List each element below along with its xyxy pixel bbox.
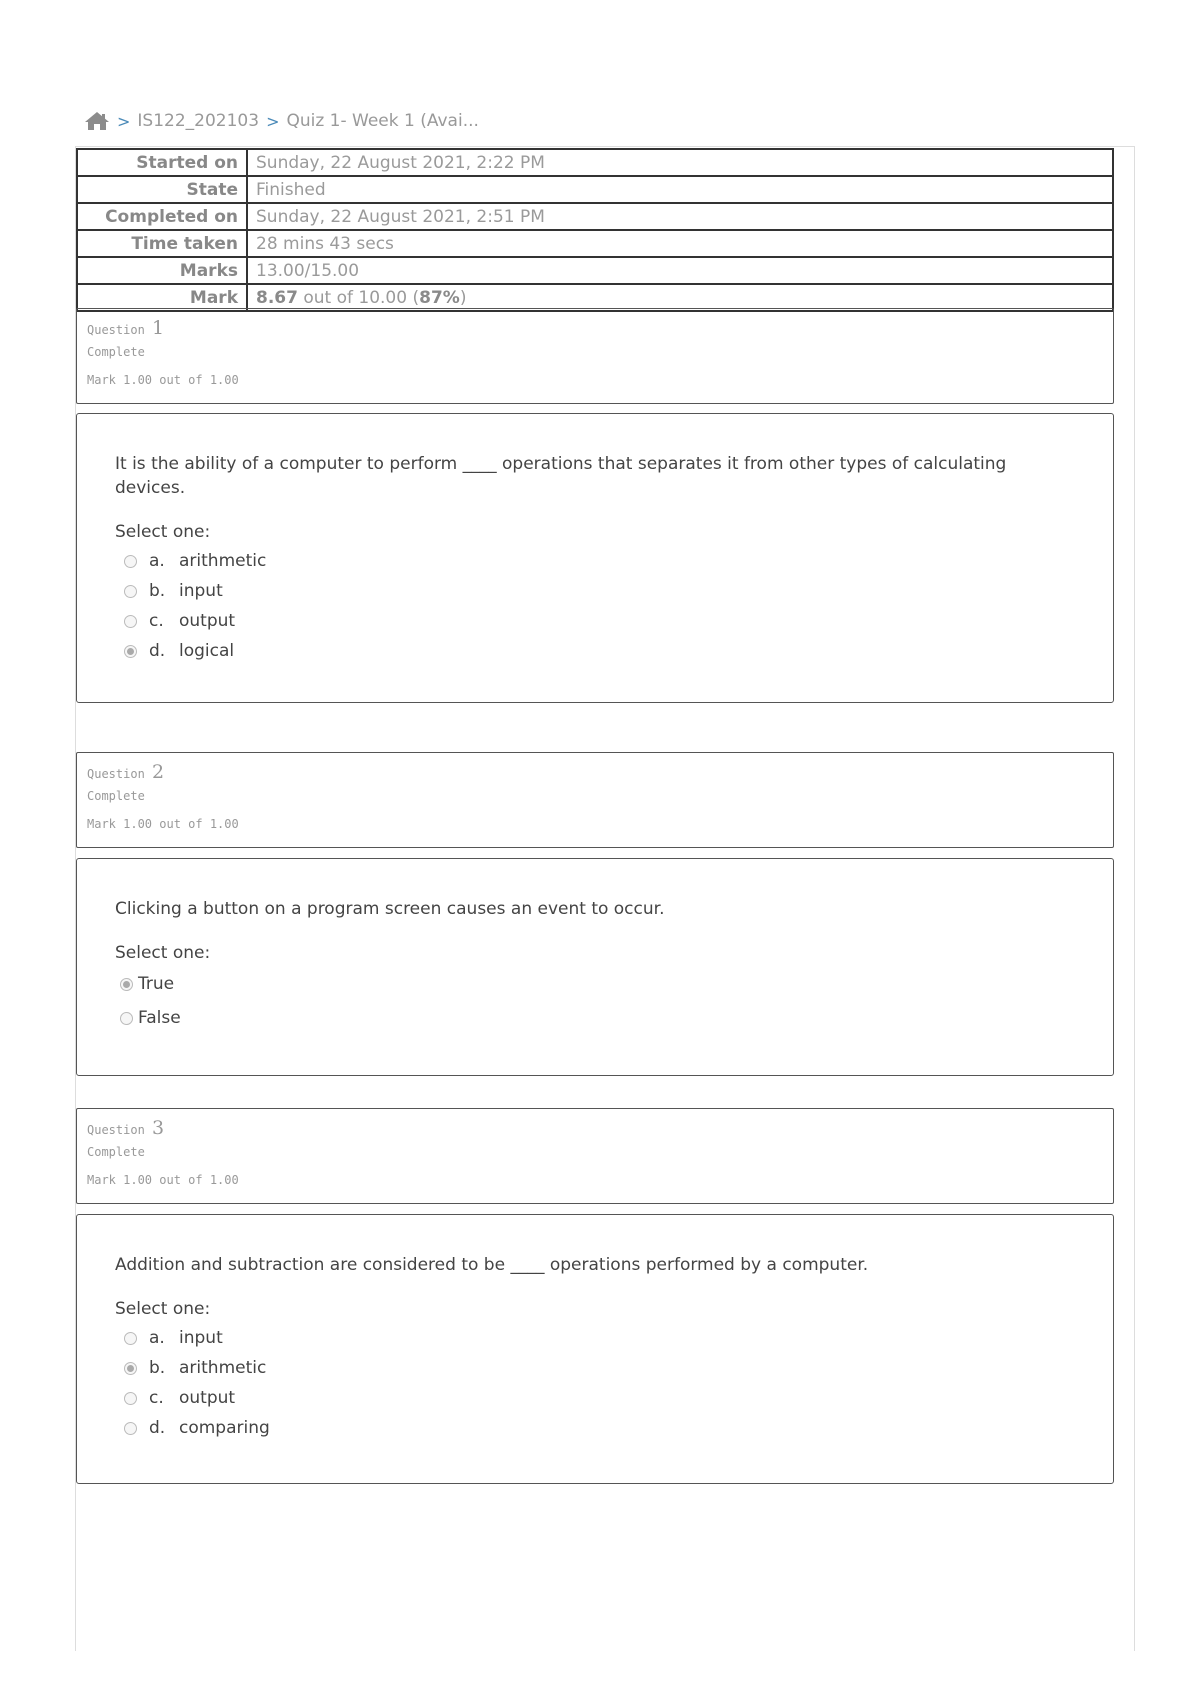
question-info xyxy=(76,1108,1114,1204)
summary-mark-value: 8.67 out of 10.00 (87%) xyxy=(247,284,1113,311)
radio-button[interactable] xyxy=(124,555,137,568)
question-number xyxy=(87,1117,1103,1139)
option-text: output xyxy=(179,611,236,631)
breadcrumb xyxy=(84,111,479,131)
answer-option[interactable] xyxy=(115,636,1075,666)
answer-option[interactable] xyxy=(115,1001,1075,1035)
answer-option[interactable] xyxy=(115,1413,1075,1443)
question-state: Complete xyxy=(87,1145,145,1159)
summary-label: Mark xyxy=(77,284,247,311)
attempt-summary-table xyxy=(76,148,1114,312)
question-info xyxy=(76,308,1114,404)
option-letter: a. xyxy=(149,1328,165,1348)
radio-button[interactable] xyxy=(124,585,137,598)
summary-label: Marks xyxy=(77,257,247,284)
question-state: Complete xyxy=(87,345,145,359)
breadcrumb-separator: > xyxy=(117,111,131,131)
select-prompt: Select one: xyxy=(115,943,211,963)
option-text: input xyxy=(179,1328,223,1348)
summary-row xyxy=(77,284,1113,311)
summary-row xyxy=(77,203,1113,230)
question-label: Question xyxy=(87,323,145,337)
question-text: Addition and subtraction are considered to be ____ operations performed by a computer. xyxy=(115,1255,869,1275)
option-text: True xyxy=(138,974,175,994)
summary-label: State xyxy=(77,176,247,203)
mark-score: 8.67 xyxy=(256,287,298,308)
summary-row xyxy=(77,149,1113,176)
answer-option[interactable] xyxy=(115,1323,1075,1353)
option-letter: a. xyxy=(149,551,165,571)
option-letter: d. xyxy=(149,1418,166,1438)
radio-button[interactable] xyxy=(124,1392,137,1405)
question-content xyxy=(76,858,1114,1076)
option-text: comparing xyxy=(179,1418,270,1438)
answer-option[interactable] xyxy=(115,1353,1075,1383)
question-content xyxy=(76,1214,1114,1484)
summary-value: Sunday, 22 August 2021, 2:51 PM xyxy=(247,203,1113,230)
option-letter: d. xyxy=(149,641,166,661)
question-number xyxy=(87,761,1103,783)
question-label: Question xyxy=(87,1123,145,1137)
option-letter: b. xyxy=(149,1358,166,1378)
question-no: 3 xyxy=(152,1117,165,1139)
question-number xyxy=(87,317,1103,339)
question-label: Question xyxy=(87,767,145,781)
option-letter: c. xyxy=(149,1388,164,1408)
select-prompt: Select one: xyxy=(115,522,211,542)
option-letter: b. xyxy=(149,581,166,601)
option-text: output xyxy=(179,1388,236,1408)
select-prompt: Select one: xyxy=(115,1299,211,1319)
radio-button-selected[interactable] xyxy=(124,645,137,658)
answer-option[interactable] xyxy=(115,1383,1075,1413)
summary-value: 28 mins 43 secs xyxy=(247,230,1113,257)
option-text: logical xyxy=(179,641,235,661)
answer-option[interactable] xyxy=(115,606,1075,636)
radio-button-selected[interactable] xyxy=(120,978,133,991)
question-no: 1 xyxy=(152,317,165,339)
question-grade: Mark 1.00 out of 1.00 xyxy=(87,373,239,387)
summary-row xyxy=(77,176,1113,203)
question-state: Complete xyxy=(87,789,145,803)
question-grade: Mark 1.00 out of 1.00 xyxy=(87,1173,239,1187)
question-text: It is the ability of a computer to perform ____ operations that separates it from other types of calculating devices. xyxy=(115,454,1007,498)
question-text: Clicking a button on a program screen causes an event to occur. xyxy=(115,899,665,919)
question-info xyxy=(76,752,1114,848)
answer-options xyxy=(115,967,1075,1035)
radio-button[interactable] xyxy=(120,1012,133,1025)
radio-button[interactable] xyxy=(124,1422,137,1435)
question-grade: Mark 1.00 out of 1.00 xyxy=(87,817,239,831)
radio-button[interactable] xyxy=(124,1332,137,1345)
answer-option[interactable] xyxy=(115,576,1075,606)
answer-option[interactable] xyxy=(115,967,1075,1001)
summary-label: Started on xyxy=(77,149,247,176)
home-icon[interactable] xyxy=(84,111,110,131)
summary-label: Time taken xyxy=(77,230,247,257)
summary-row xyxy=(77,257,1113,284)
breadcrumb-course-link[interactable]: IS122_202103 xyxy=(137,111,260,131)
option-text: arithmetic xyxy=(179,551,267,571)
option-letter: c. xyxy=(149,611,164,631)
option-text: arithmetic xyxy=(179,1358,267,1378)
summary-value: Sunday, 22 August 2021, 2:22 PM xyxy=(247,149,1113,176)
question-content xyxy=(76,413,1114,703)
answer-option[interactable] xyxy=(115,546,1075,576)
answer-options xyxy=(115,1323,1075,1443)
option-text: input xyxy=(179,581,223,601)
summary-value: Finished xyxy=(247,176,1113,203)
mark-out-of: out of 10.00 xyxy=(303,287,408,308)
summary-value: 13.00/15.00 xyxy=(247,257,1113,284)
summary-row xyxy=(77,230,1113,257)
radio-button[interactable] xyxy=(124,615,137,628)
question-no: 2 xyxy=(152,761,165,783)
mark-percent: 87% xyxy=(419,287,460,308)
summary-label: Completed on xyxy=(77,203,247,230)
radio-button-selected[interactable] xyxy=(124,1362,137,1375)
breadcrumb-separator: > xyxy=(266,111,280,131)
option-text: False xyxy=(138,1008,181,1028)
answer-options xyxy=(115,546,1075,666)
breadcrumb-quiz-link[interactable]: Quiz 1- Week 1 (Avai... xyxy=(286,111,479,131)
